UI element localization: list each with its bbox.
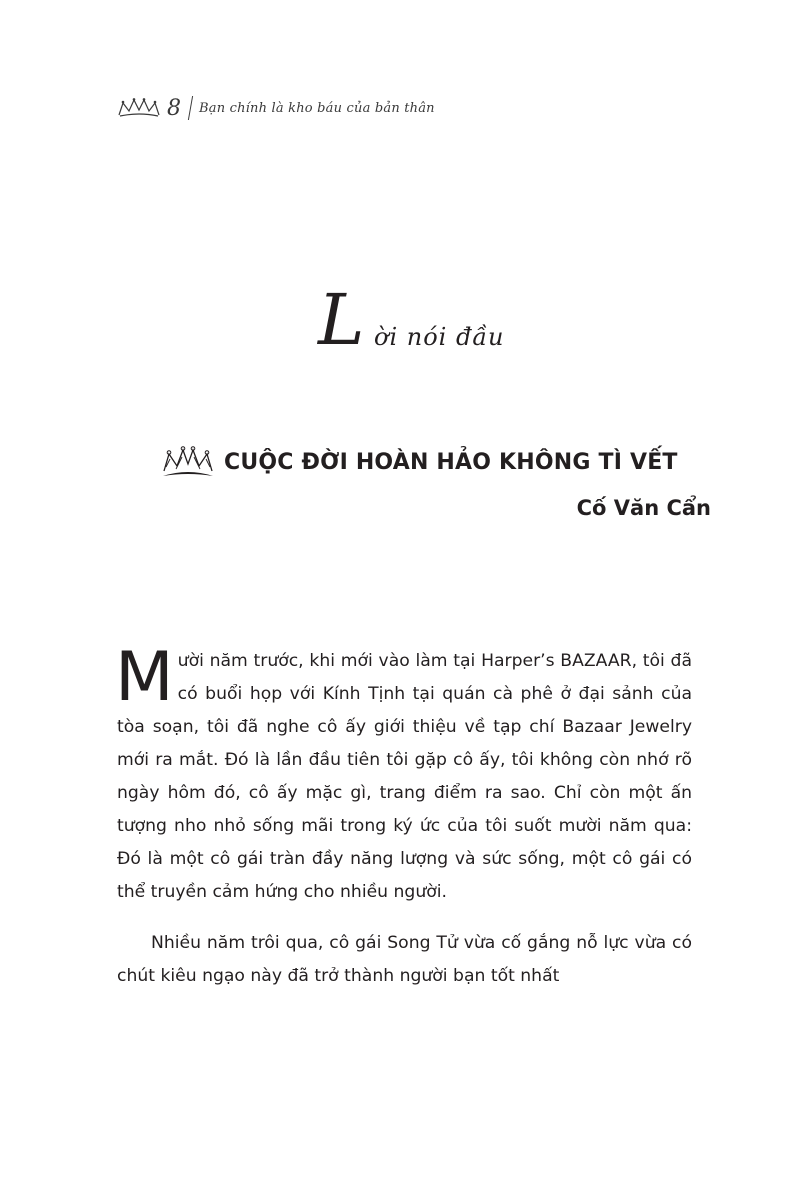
preface-title-text: ời nói đầu xyxy=(374,323,505,351)
body-text xyxy=(115,638,692,993)
chapter-author: Cố Văn Cẩn xyxy=(576,496,711,520)
drop-cap: M xyxy=(115,638,174,717)
page-number: 8 xyxy=(167,95,182,121)
chapter-title: CUỘC ĐỜI HOÀN HẢO KHÔNG TÌ VẾT xyxy=(224,449,678,475)
running-header xyxy=(117,92,435,124)
crown-icon xyxy=(117,97,161,119)
paragraph-1 xyxy=(115,638,692,909)
paragraph-2: Nhiều năm trôi qua, cô gái Song Tử vừa cố gắng nỗ lực vừa có chút kiêu ngạo này đã trở thành người bạn tốt nhất xyxy=(117,933,692,986)
chapter-heading xyxy=(160,445,678,479)
book-title: Bạn chính là kho báu của bản thân xyxy=(199,100,435,116)
preface-title-initial: L xyxy=(318,279,365,361)
preface-title xyxy=(318,279,578,385)
crown-icon xyxy=(160,445,216,479)
paragraph-1-text: ười năm trước, khi mới vào làm tại Harper’s BAZAAR, tôi đã có buổi họp với Kính Tịnh tại quán cà phê ở đại sảnh của tòa soạn, tôi đã nghe cô ấy giới thiệu về tạp chí Bazaar Jewelry mới ra mắt. Đó là lần đầu tiên tôi gặp cô ấy, tôi không còn nhớ rõ ngày hôm đó, cô ấy mặc gì, trang điểm ra sao. Chỉ còn một ấn tượng nho nhỏ sống mãi trong ký ức của tôi suốt mười năm qua: Đó là một cô gái tràn đầy năng lượng và sức sống, một cô gái có thể truyền cảm hứng cho nhiều người. xyxy=(117,651,692,902)
header-divider xyxy=(188,96,193,120)
